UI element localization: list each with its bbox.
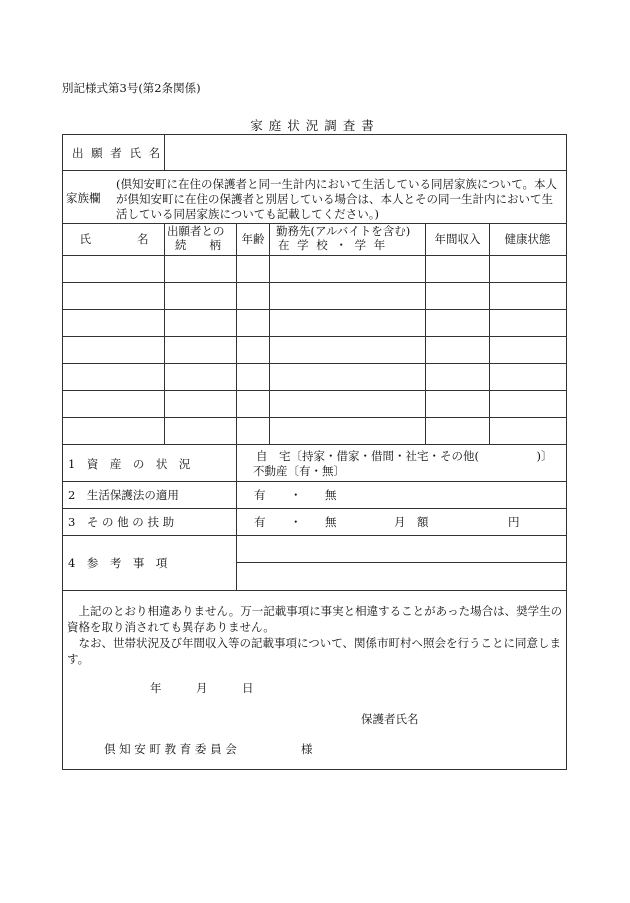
- welfare-yes[interactable]: 有: [254, 488, 266, 502]
- table-row[interactable]: [63, 391, 565, 417]
- reference-label: 4 参 考 事 項: [68, 556, 168, 570]
- col-header-work-line1: 勤務先(アルバイトを含む): [276, 224, 411, 238]
- welfare-label: 2 生活保護法の適用: [68, 488, 179, 502]
- reference-line1-field[interactable]: [238, 537, 564, 561]
- document-title: 家庭状況調査書: [250, 118, 380, 133]
- other-aid-separator: ・: [290, 515, 302, 529]
- family-label: 家族欄: [66, 191, 101, 205]
- rule: [62, 481, 566, 482]
- applicant-name-label: 出 願 者 氏 名: [72, 146, 163, 160]
- guardian-name-label: 保護者氏名: [361, 712, 419, 726]
- rule: [62, 444, 566, 445]
- other-aid-no[interactable]: 無: [325, 515, 337, 529]
- col-header-health: 健康状態: [504, 232, 551, 246]
- col-header-income: 年間収入: [434, 232, 481, 246]
- table-row[interactable]: [63, 418, 565, 444]
- rule: [236, 562, 566, 563]
- table-row[interactable]: [63, 256, 565, 282]
- family-table-body: [63, 256, 565, 444]
- date-line: 年 月 日: [150, 681, 254, 695]
- col-header-work-line2: 在 学 校 ・ 学 年: [278, 238, 388, 252]
- reference-line2-field[interactable]: [238, 564, 564, 588]
- yen-unit: 円: [508, 515, 520, 529]
- table-row[interactable]: [63, 283, 565, 309]
- declaration: [67, 603, 563, 667]
- declaration-paragraph-2: なお、世帯状況及び年間収入等の記載事項について、関係市町村へ照会を行うことに同意します。: [67, 636, 562, 666]
- form-reference: 別記様式第3号(第2条関係): [62, 81, 201, 95]
- monthly-amount-label: 月 額: [394, 515, 429, 529]
- col-header-relation-line2: 続 柄: [175, 238, 221, 252]
- col-header-name: 氏 名: [79, 232, 149, 246]
- col-header-work: [276, 224, 410, 252]
- declaration-paragraph-1: 上記のとおり相違ありません。万一記載事項に事実と相違することがあった場合は、奨学生の資格を取り消されても異存ありません。: [67, 604, 563, 634]
- table-row[interactable]: [63, 310, 565, 336]
- assets-label: 1 資 産 の 状 況: [68, 457, 191, 471]
- col-header-relation: [167, 224, 225, 252]
- rule: [62, 170, 566, 171]
- table-row[interactable]: [63, 364, 565, 390]
- other-aid-label: 3 そ の 他 の 扶 助: [68, 515, 175, 529]
- col-header-relation-line1: 出願者との: [167, 224, 225, 238]
- rule: [62, 508, 566, 509]
- addressee: 倶 知 安 町 教 育 委 員 会: [104, 742, 237, 756]
- rule: [164, 134, 165, 170]
- applicant-name-field[interactable]: [166, 136, 563, 168]
- family-note: (倶知安町に在住の保護者と同一生計内において生活している同居家族について。本人が倶知安町に在住の保護者と別居している場合は、本人とその同一生計内において生活している同居家族についても記載してください。): [116, 177, 558, 221]
- rule: [62, 535, 566, 536]
- assets-home-line: 自 宅〔持家・借家・借間・社宅・その他( )〕: [256, 449, 553, 463]
- other-aid-yes[interactable]: 有: [254, 515, 266, 529]
- assets-realestate-line: 不動産〔有・無〕: [253, 464, 345, 478]
- rule: [62, 590, 566, 591]
- welfare-no[interactable]: 無: [325, 488, 337, 502]
- welfare-separator: ・: [290, 488, 302, 502]
- honorific: 様: [301, 742, 313, 756]
- col-header-age: 年齢: [241, 232, 265, 246]
- table-row[interactable]: [63, 337, 565, 363]
